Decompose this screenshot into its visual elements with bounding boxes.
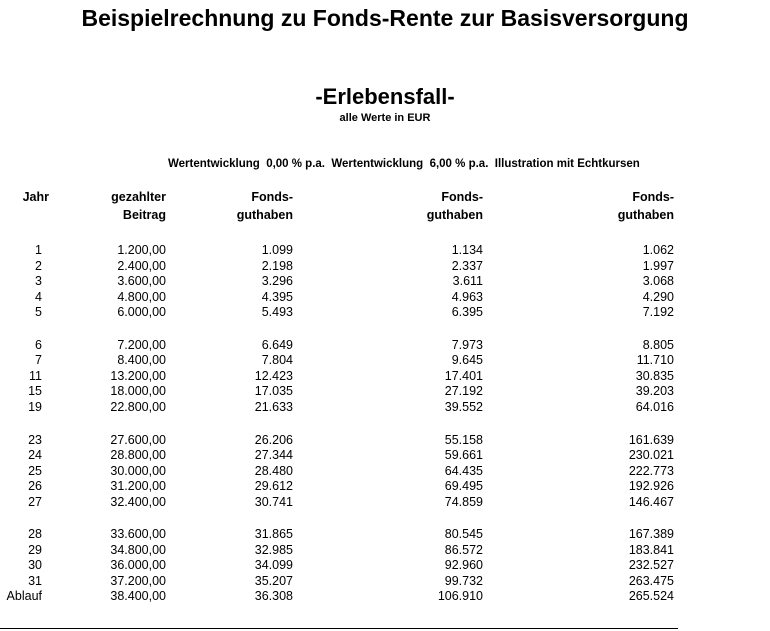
header-guthaben-echt-line1: Fonds- bbox=[632, 190, 674, 204]
unit-note: alle Werte in EUR bbox=[339, 112, 431, 124]
cell-jahr: 29 bbox=[28, 542, 42, 557]
scenario-header: Wertentwicklung 0,00 % p.a. Wertentwicklung 6,00 % p.a. Illustration mit Echtkursen bbox=[168, 158, 640, 170]
cell-beitrag: 3.600,00 bbox=[117, 274, 166, 289]
header-guthaben-6-line1: Fonds- bbox=[441, 190, 483, 204]
cell-guthaben-echt: 161.639 bbox=[628, 432, 674, 447]
header-guthaben-6-line2: guthaben bbox=[426, 208, 483, 222]
cell-beitrag: 1.200,00 bbox=[117, 243, 166, 257]
cell-guthaben-6: 86.572 bbox=[444, 542, 483, 557]
cell-guthaben-6: 55.158 bbox=[444, 432, 483, 447]
cell-guthaben-0: 12.423 bbox=[254, 368, 293, 383]
bottom-rule bbox=[0, 628, 678, 629]
header-beitrag-line1: gezahlter bbox=[111, 190, 166, 204]
cell-guthaben-6: 74.859 bbox=[444, 494, 483, 509]
cell-jahr: 24 bbox=[28, 448, 42, 463]
cell-beitrag: 7.200,00 bbox=[117, 337, 166, 352]
cell-guthaben-0: 17.035 bbox=[254, 384, 293, 399]
cell-guthaben-6: 7.973 bbox=[451, 337, 483, 352]
header-guthaben-0-line1: Fonds- bbox=[251, 190, 293, 204]
cell-guthaben-0: 26.206 bbox=[254, 432, 293, 447]
cell-beitrag: 22.800,00 bbox=[110, 399, 166, 414]
cell-guthaben-6: 2.337 bbox=[451, 258, 483, 273]
cell-guthaben-6: 6.395 bbox=[451, 305, 483, 320]
cell-jahr: 3 bbox=[35, 274, 42, 289]
cell-guthaben-echt: 192.926 bbox=[628, 479, 674, 494]
cell-jahr: 28 bbox=[28, 527, 42, 542]
cell-guthaben-echt: 30.835 bbox=[635, 368, 674, 383]
table-row bbox=[0, 304, 700, 320]
table-row bbox=[0, 399, 700, 415]
cell-guthaben-6: 64.435 bbox=[444, 463, 483, 478]
cell-guthaben-0: 29.612 bbox=[254, 479, 293, 494]
cell-guthaben-0: 6.649 bbox=[261, 337, 293, 352]
cell-guthaben-0: 21.633 bbox=[254, 399, 293, 414]
table-row bbox=[0, 478, 700, 494]
cell-guthaben-echt: 146.467 bbox=[628, 494, 674, 509]
cell-guthaben-0: 3.296 bbox=[261, 274, 293, 289]
cell-guthaben-0: 30.741 bbox=[254, 494, 293, 509]
cell-guthaben-6: 59.661 bbox=[444, 448, 483, 463]
table-row bbox=[0, 494, 700, 510]
table-row bbox=[0, 432, 700, 448]
cell-guthaben-echt: 265.524 bbox=[628, 589, 674, 604]
cell-guthaben-echt: 7.192 bbox=[642, 305, 674, 320]
cell-guthaben-6: 27.192 bbox=[444, 384, 483, 399]
cell-guthaben-echt: 1.062 bbox=[642, 243, 674, 257]
cell-guthaben-0: 4.395 bbox=[261, 289, 293, 304]
cell-jahr: 15 bbox=[28, 384, 42, 399]
header-beitrag bbox=[60, 188, 166, 224]
cell-beitrag: 37.200,00 bbox=[110, 573, 166, 588]
cell-guthaben-echt: 263.475 bbox=[628, 573, 674, 588]
cell-guthaben-echt: 167.389 bbox=[628, 527, 674, 542]
cell-beitrag: 31.200,00 bbox=[110, 479, 166, 494]
cell-beitrag: 30.000,00 bbox=[110, 463, 166, 478]
cell-jahr: 7 bbox=[35, 353, 42, 368]
cell-guthaben-6: 3.611 bbox=[452, 274, 483, 289]
table-row bbox=[0, 242, 700, 258]
header-beitrag-line2: Beitrag bbox=[122, 208, 166, 222]
section-title: -Erlebensfall- bbox=[315, 84, 455, 109]
cell-jahr: Ablauf bbox=[6, 589, 42, 604]
cell-guthaben-echt: 183.841 bbox=[628, 542, 674, 557]
header-guthaben-6 bbox=[380, 188, 483, 224]
header-guthaben-echt-line2: guthaben bbox=[617, 208, 674, 222]
table-row bbox=[0, 557, 700, 573]
cell-beitrag: 8.400,00 bbox=[117, 353, 166, 368]
cell-jahr: 25 bbox=[28, 463, 42, 478]
cell-beitrag: 4.800,00 bbox=[117, 289, 166, 304]
cell-jahr: 2 bbox=[35, 258, 42, 273]
cell-jahr: 27 bbox=[28, 494, 42, 509]
cell-guthaben-0: 2.198 bbox=[261, 258, 293, 273]
cell-guthaben-6: 92.960 bbox=[444, 558, 483, 573]
cell-guthaben-echt: 64.016 bbox=[635, 399, 674, 414]
cell-guthaben-6: 4.963 bbox=[451, 289, 483, 304]
cell-guthaben-echt: 222.773 bbox=[628, 463, 674, 478]
cell-guthaben-6: 69.495 bbox=[444, 479, 483, 494]
cell-guthaben-6: 39.552 bbox=[444, 399, 483, 414]
cell-jahr: 30 bbox=[28, 558, 42, 573]
table-row bbox=[0, 573, 700, 589]
cell-guthaben-0: 28.480 bbox=[254, 463, 293, 478]
table-row bbox=[0, 368, 700, 384]
cell-guthaben-0: 31.865 bbox=[254, 527, 293, 542]
table-row bbox=[0, 447, 700, 463]
cell-guthaben-0: 7.804 bbox=[261, 353, 293, 368]
cell-guthaben-echt: 39.203 bbox=[635, 384, 674, 399]
cell-beitrag: 13.200,00 bbox=[110, 368, 166, 383]
cell-beitrag: 34.800,00 bbox=[110, 542, 166, 557]
table-row bbox=[0, 588, 700, 604]
cell-guthaben-0: 1.099 bbox=[261, 243, 293, 257]
table-row bbox=[0, 337, 700, 353]
cell-beitrag: 32.400,00 bbox=[110, 494, 166, 509]
cell-guthaben-0: 36.308 bbox=[254, 589, 293, 604]
cell-guthaben-echt: 232.527 bbox=[628, 558, 674, 573]
cell-jahr: 6 bbox=[35, 337, 42, 352]
cell-guthaben-0: 35.207 bbox=[254, 573, 293, 588]
cell-guthaben-6: 17.401 bbox=[444, 368, 483, 383]
cell-guthaben-6: 80.545 bbox=[444, 527, 483, 542]
cell-beitrag: 36.000,00 bbox=[110, 558, 166, 573]
table-row bbox=[0, 258, 700, 274]
cell-jahr: 5 bbox=[35, 305, 42, 320]
cell-guthaben-echt: 11.710 bbox=[636, 353, 674, 368]
table-row bbox=[0, 289, 700, 305]
table-row bbox=[0, 352, 700, 368]
cell-guthaben-echt: 1.997 bbox=[642, 258, 674, 273]
header-guthaben-echt bbox=[570, 188, 674, 224]
cell-beitrag: 33.600,00 bbox=[110, 527, 166, 542]
cell-guthaben-6: 1.134 bbox=[451, 243, 483, 257]
cell-jahr: 23 bbox=[28, 432, 42, 447]
cell-beitrag: 6.000,00 bbox=[117, 305, 166, 320]
cell-guthaben-6: 106.910 bbox=[437, 589, 483, 604]
header-guthaben-0 bbox=[190, 188, 293, 224]
cell-guthaben-0: 5.493 bbox=[261, 305, 293, 320]
cell-jahr: 1 bbox=[35, 243, 42, 257]
table-row bbox=[0, 463, 700, 479]
cell-guthaben-6: 99.732 bbox=[444, 573, 483, 588]
header-guthaben-0-line2: guthaben bbox=[236, 208, 293, 222]
table-row bbox=[0, 542, 700, 558]
cell-guthaben-echt: 3.068 bbox=[642, 274, 674, 289]
table-row bbox=[0, 526, 700, 542]
cell-jahr: 31 bbox=[28, 573, 42, 588]
cell-jahr: 4 bbox=[35, 289, 42, 304]
cell-guthaben-echt: 4.290 bbox=[642, 289, 674, 304]
cell-guthaben-0: 27.344 bbox=[254, 448, 293, 463]
cell-beitrag: 38.400,00 bbox=[110, 589, 166, 604]
cell-guthaben-echt: 8.805 bbox=[642, 337, 674, 352]
cell-guthaben-echt: 230.021 bbox=[628, 448, 674, 463]
cell-guthaben-0: 32.985 bbox=[254, 542, 293, 557]
header-jahr: Jahr bbox=[22, 190, 49, 204]
cell-beitrag: 28.800,00 bbox=[110, 448, 166, 463]
cell-jahr: 11 bbox=[29, 368, 42, 383]
cell-jahr: 26 bbox=[28, 479, 42, 494]
page-title: Beispielrechnung zu Fonds-Rente zur Basisversorgung bbox=[81, 5, 689, 31]
table-row bbox=[0, 273, 700, 289]
cell-beitrag: 27.600,00 bbox=[110, 432, 166, 447]
cell-guthaben-0: 34.099 bbox=[254, 558, 293, 573]
table-row bbox=[0, 383, 700, 399]
cell-guthaben-6: 9.645 bbox=[451, 353, 483, 368]
cell-jahr: 19 bbox=[28, 399, 42, 414]
cell-beitrag: 2.400,00 bbox=[117, 258, 166, 273]
cell-beitrag: 18.000,00 bbox=[110, 384, 166, 399]
